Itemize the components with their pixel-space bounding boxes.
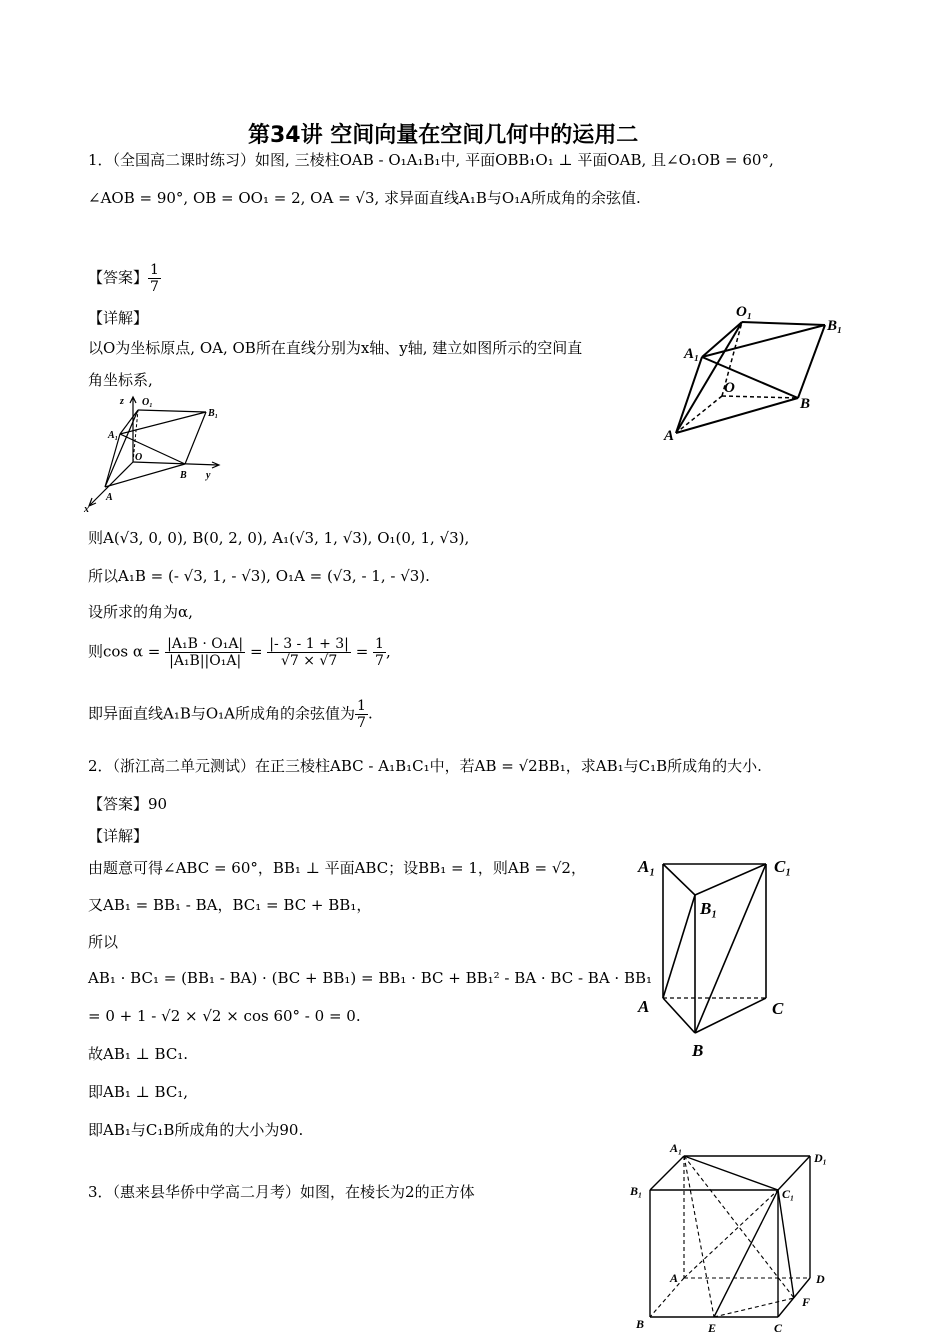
label-F: F bbox=[802, 1295, 811, 1309]
label-C1: C₁ bbox=[782, 1187, 795, 1201]
label-E: E bbox=[708, 1321, 717, 1335]
q2-answer: 【答案】90 bbox=[88, 795, 168, 813]
label-B1: B₁ bbox=[630, 1184, 643, 1198]
label-C1: C₁ bbox=[774, 857, 792, 876]
page-title: 第34讲 空间向量在空间几何中的运用二 bbox=[248, 123, 639, 148]
label-y: y bbox=[206, 470, 211, 481]
label-A1: A₁ bbox=[684, 346, 700, 362]
label-D: D bbox=[816, 1272, 825, 1286]
numerator: 1 bbox=[375, 636, 384, 652]
q1-statement-line2: ∠AOB = 90°, OB = OO₁ = 2, OA = √3, 求异面直线A₁B与O₁A所成角的余弦值. bbox=[88, 189, 641, 207]
denominator: 7 bbox=[375, 653, 384, 669]
label-B1: B₁ bbox=[208, 408, 219, 419]
q2-statement: 2．（浙江高二单元测试）在正三棱柱ABC - A₁B₁C₁中，若AB = √2BB₁，求AB₁与C₁B所成角的大小. bbox=[88, 757, 762, 775]
q2-detail-line6: 故AB₁ ⊥ BC₁. bbox=[88, 1045, 189, 1063]
q2-detail-line7: 即AB₁ ⊥ BC₁, bbox=[88, 1083, 189, 1101]
numerator: |- 3 - 1 + 3| bbox=[269, 636, 349, 652]
cos-prefix: 则cos α = bbox=[88, 642, 161, 661]
label-A: A bbox=[670, 1271, 679, 1285]
q1-detail-line3: 则A(√3, 0, 0), B(0, 2, 0), A₁(√3, 1, √3), O₁(0, 1, √3), bbox=[88, 529, 470, 547]
q1-answer-fraction bbox=[148, 262, 161, 295]
q3-statement: 3．（惠来县华侨中学高二月考）如图，在棱长为2的正方体 bbox=[88, 1183, 475, 1201]
numerator: 1 bbox=[357, 698, 366, 714]
label-O: O bbox=[724, 380, 735, 396]
label-D1: D₁ bbox=[814, 1151, 827, 1165]
label-O: O bbox=[135, 452, 143, 463]
q2-detail-line8: 即AB₁与C₁B所成角的大小为90. bbox=[88, 1121, 304, 1139]
q1-detail-line5: 设所求的角为α, bbox=[88, 603, 193, 621]
label-B: B bbox=[692, 1041, 704, 1060]
label-B: B bbox=[800, 396, 811, 412]
label-z: z bbox=[120, 396, 124, 407]
numerator: 1 bbox=[150, 262, 159, 278]
label-B: B bbox=[180, 470, 187, 481]
numerator: |A₁B · O₁A| bbox=[167, 636, 244, 652]
label-O1: O₁ bbox=[142, 397, 153, 408]
q1-detail-line4: 所以A₁B = (- √3, 1, - √3), O₁A = (√3, - 1, - √3). bbox=[88, 567, 430, 585]
q2-detail-line3: 所以 bbox=[88, 933, 119, 951]
label-A1: A₁ bbox=[638, 857, 656, 876]
conclusion-fraction bbox=[355, 698, 368, 731]
q1-answer bbox=[88, 262, 161, 295]
q2-detail-line2: 又AB₁ = BB₁ - BA，BC₁ = BC + BB₁， bbox=[88, 896, 372, 914]
period: . bbox=[367, 704, 373, 723]
q1-detail-line7 bbox=[88, 698, 373, 731]
fraction-1 bbox=[165, 636, 245, 669]
q2-detail-line5: = 0 + 1 - √2 × √2 × cos 60° - 0 = 0. bbox=[88, 1007, 361, 1025]
label-x: x bbox=[84, 504, 89, 515]
q2-detail-line1: 由题意可得∠ABC = 60°，BB₁ ⊥ 平面ABC；设BB₁ = 1，则AB = √2， bbox=[88, 859, 586, 877]
q2-detail-label: 【详解】 bbox=[88, 827, 149, 845]
label-C: C bbox=[772, 999, 784, 1018]
denominator: 7 bbox=[357, 715, 366, 731]
label-B: B bbox=[636, 1317, 645, 1331]
label-A: A bbox=[106, 492, 113, 503]
coordinate-figure bbox=[80, 390, 240, 515]
label-A1: A₁ bbox=[670, 1141, 683, 1155]
denominator: 7 bbox=[150, 279, 159, 295]
denominator: √7 × √7 bbox=[280, 653, 338, 669]
label-B1: B₁ bbox=[700, 899, 718, 918]
fraction-3 bbox=[373, 636, 386, 669]
equals: = bbox=[355, 642, 369, 661]
answer-label: 【答案】 bbox=[88, 268, 149, 287]
q1-detail-line1: 以O为坐标原点, OA, OB所在直线分别为x轴、y轴, 建立如图所示的空间直 bbox=[88, 339, 583, 357]
q2-detail-line4: AB₁ · BC₁ = (BB₁ - BA) · (BC + BB₁) = BB₁ · BC + BB₁² - BA · BC - BA · BB₁ bbox=[88, 969, 653, 987]
label-A1: A₁ bbox=[108, 430, 119, 441]
equals: = bbox=[249, 642, 263, 661]
q1-detail-line2: 角坐标系, bbox=[88, 371, 153, 389]
conclusion-text: 即异面直线A₁B与O₁A所成角的余弦值为 bbox=[88, 704, 356, 723]
prism-figure bbox=[660, 300, 860, 445]
label-A: A bbox=[664, 428, 675, 444]
triangular-prism-figure bbox=[630, 850, 800, 1065]
cube-figure bbox=[628, 1140, 838, 1344]
q1-detail-label: 【详解】 bbox=[88, 309, 149, 327]
fraction-2 bbox=[267, 636, 351, 669]
label-O1: O₁ bbox=[736, 304, 753, 320]
q1-statement-line1: 1．（全国高二课时练习）如图, 三棱柱OAB - O₁A₁B₁中, 平面OBB₁O₁ ⊥ 平面OAB, 且∠O₁OB = 60°, bbox=[88, 151, 774, 169]
label-B1: B₁ bbox=[827, 318, 843, 334]
label-C: C bbox=[774, 1321, 783, 1335]
comma: , bbox=[385, 642, 391, 661]
label-A: A bbox=[638, 997, 650, 1016]
q1-detail-line6 bbox=[88, 636, 391, 669]
denominator: |A₁B||O₁A| bbox=[169, 653, 242, 669]
